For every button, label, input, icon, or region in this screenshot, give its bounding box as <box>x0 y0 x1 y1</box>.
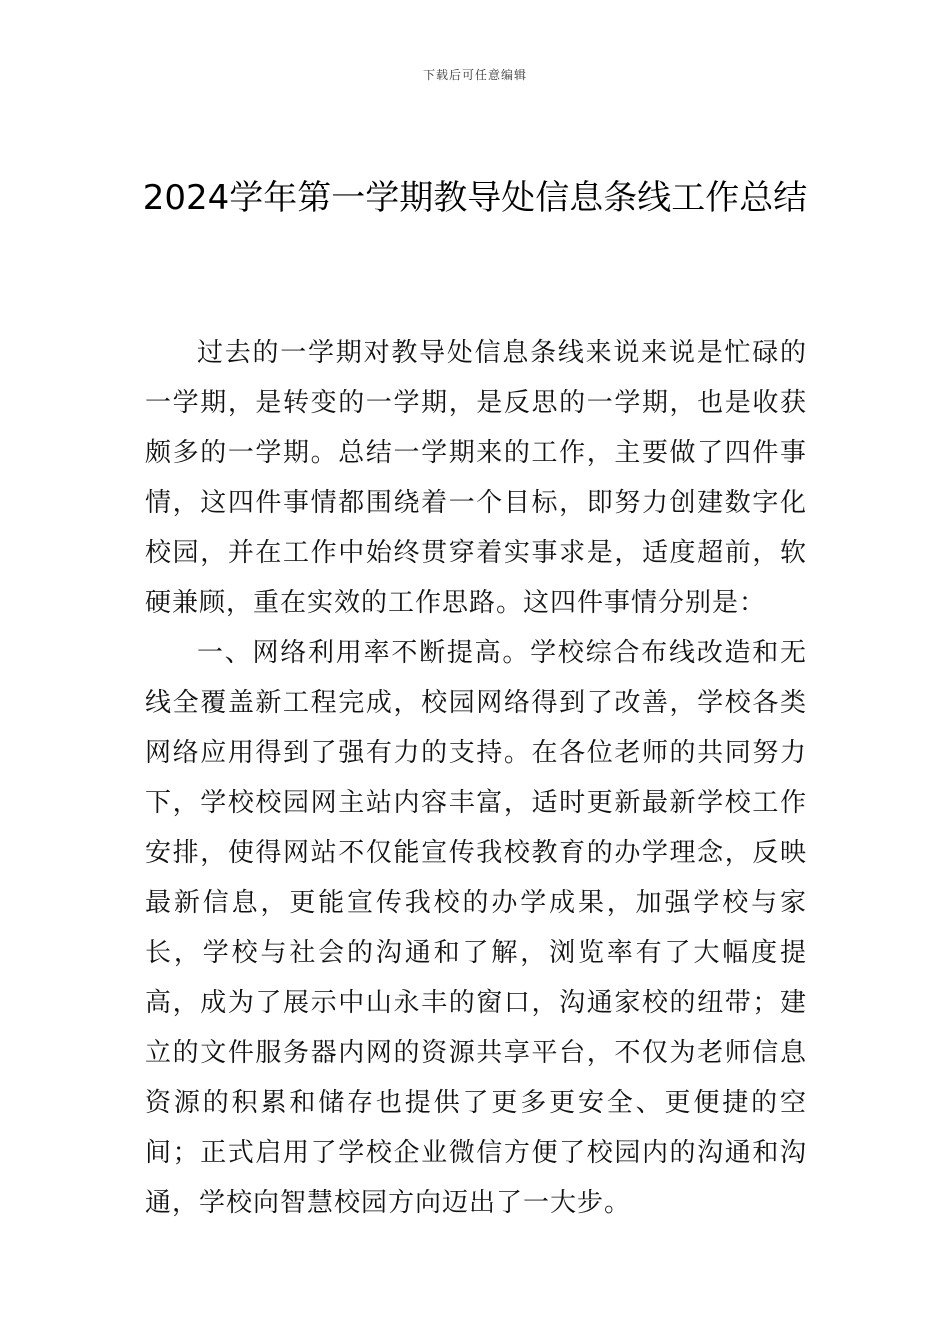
paragraph-intro: 过去的一学期对教导处信息条线来说来说是忙碌的一学期，是转变的一学期，是反思的一学期，也是收获颇多的一学期。总结一学期来的工作，主要做了四件事情，这四件事情都围绕着一个目标，即努力创建数字化校园，并在工作中始终贯穿着实事求是，适度超前，软硬兼顾，重在实效的工作思路。这四件事情分别是： <box>145 338 807 618</box>
header-note: 下载后可任意编辑 <box>422 68 527 82</box>
document-body <box>145 328 807 1228</box>
paragraph-section-one: 一、网络利用率不断提高。学校综合布线改造和无线全覆盖新工程完成，校园网络得到了改善，学校各类网络应用得到了强有力的支持。在各位老师的共同努力下，学校校园网主站内容丰富，适时更新最新学校工作安排，使得网站不仅能宣传我校教育的办学理念，反映最新信息，更能宣传我校的办学成果，加强学校与家长，学校与社会的沟通和了解，浏览率有了大幅度提高，成为了展示中山永丰的窗口，沟通家校的纽带；建立的文件服务器内网的资源共享平台，不仅为老师信息资源的积累和储存也提供了更多更安全、更便捷的空间；正式启用了学校企业微信方便了校园内的沟通和沟通，学校向智慧校园方向迈出了一大步。 <box>145 638 807 1218</box>
document-title: 2024学年第一学期教导处信息条线工作总结 <box>142 178 808 218</box>
